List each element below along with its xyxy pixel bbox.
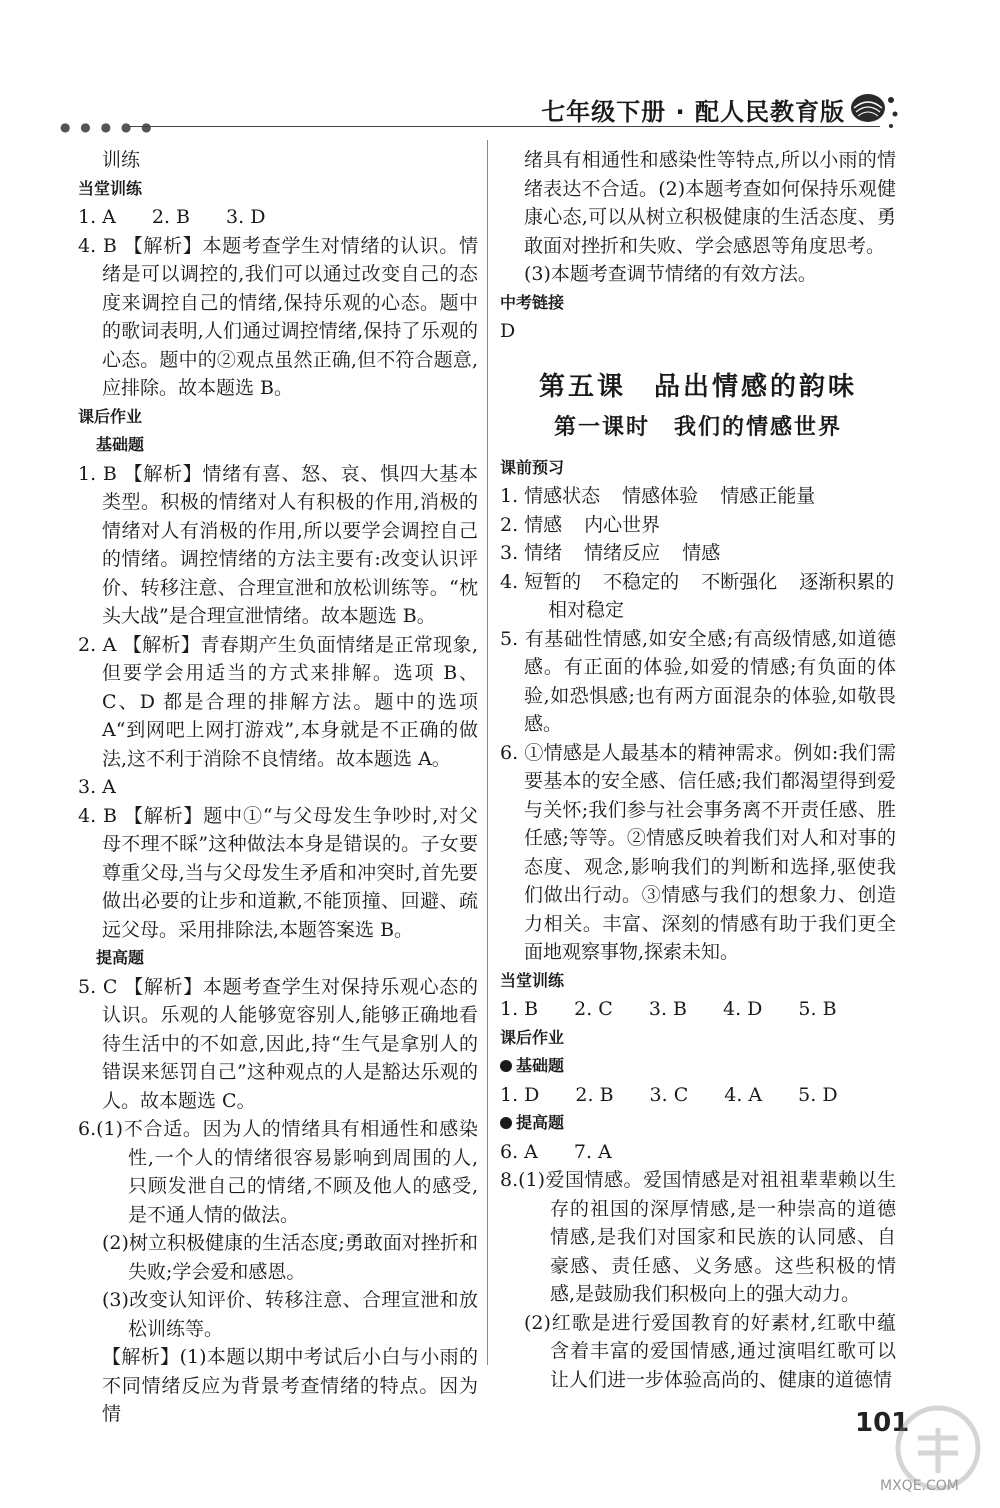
basic-question-4: 4. B 【解析】题中①“与父母发生争吵时,对父母不理不睬”这种做法本身是错误的。子女要尊重父母,当与父母发生矛盾和冲突时,首先要做出必要的让步和道歉,不能顶撞、回避、疏远父母。采用排除法,本题答案选 B。 — [78, 804, 478, 941]
answer-item: 3. D — [226, 206, 266, 228]
continued-analysis-part-3: (3)本题考查调节情绪的有效方法。 — [524, 263, 817, 285]
book-logo-icon — [848, 86, 888, 126]
answer-item: 6. A — [500, 1140, 538, 1163]
logo-dots-icon — [886, 92, 900, 132]
bullet-icon — [500, 1060, 512, 1072]
advanced-question-5: 5. C 【解析】本题考查学生对保持乐观心态的认识。乐观的人能够宽容别人,能够正确地看待生活中的不如意,因此,持“生气是拿别人的错误来惩罚自己”这种观点的人是豁达乐观的人。故本题选 C。 — [78, 975, 478, 1112]
answer-row — [78, 203, 478, 232]
section-title-in-class-training: 当堂训练 — [500, 970, 565, 990]
answer-item: 3. B — [648, 998, 687, 1020]
lesson-title — [500, 370, 896, 404]
answer-item: 5. B — [798, 998, 837, 1020]
answer-item: 2. B — [151, 206, 191, 228]
continued-analysis: 绪具有相通性和感染性等特点,所以小雨的情绪表达不合适。(2)本题考查如何保持乐观健康心态,可以从树立积极健康的生活态度、勇敢面对挫折和失败、学会感恩等角度思考。 — [524, 149, 896, 257]
basic-question-1: 1. B 【解析】情绪有喜、怒、哀、惧四大基本类型。积极的情绪对人有积极的作用,消极的情绪对人有消极的作用,所以要学会调控自己的情绪。调控情绪的方法主要有:改变认识评价、转移注意、合理宣泄和放松训练等。“枕头大战”是合理宣泄情绪。故本题选 B。 — [78, 462, 478, 627]
left-column — [78, 146, 478, 1429]
page-header — [0, 0, 1000, 140]
question-4-explanation: 4. B 【解析】本题考查学生对情绪的认识。情绪是可以调控的,我们可以通过改变自己的态度来调控自己的情绪,保持乐观的心态。题中的歌词表明,人们通过调控情绪,保持了乐观的心态。题中的②观点虽然正确,但不符合题意,应排除。故本题选 B。 — [78, 234, 478, 399]
answer-item: 5. D — [798, 1083, 838, 1106]
answer-item: 1. A — [78, 206, 116, 228]
question-6-analysis: 【解析】(1)本题以期中考试后小白与小雨的不同情绪反应为背景考查情绪的特点。因为情 — [102, 1346, 478, 1425]
section-title-preview: 课前预习 — [500, 457, 565, 477]
header-dots-decoration: ● ● ● ● ● — [60, 120, 155, 134]
right-column — [500, 146, 896, 1394]
lesson-name: 品出情感的韵味 — [654, 371, 858, 402]
answer-item: 4. A — [724, 1083, 763, 1106]
intro-text: 训练 — [102, 149, 141, 171]
answer-item: 7. A — [573, 1140, 612, 1163]
basic-question-3: 3. A — [78, 776, 116, 798]
subsection-title-advanced: 提高题 — [500, 1109, 896, 1138]
subsection-title-basic: 基础题 — [500, 1052, 896, 1081]
answer-item: 1. D — [500, 1083, 540, 1106]
watermark-text: MXQE.COM — [880, 1478, 959, 1494]
period-title — [500, 412, 896, 442]
advanced-question-6-part-2: (2)树立积极健康的生活态度;勇敢面对挫折和失败;学会爱和感恩。 — [102, 1232, 478, 1283]
preview-item-6: 6. ①情感是人最基本的精神需求。例如:我们需要基本的安全感、信任感;我们都渴望得到爱与关怀;我们参与社会事务离不开责任感、胜任感;等等。②情感反映着我们对人和对事的态度、观念,影响我们的判断和选择,驱使我们做出行动。③情感与我们的想象力、创造力相关。丰富、深刻的情感有助于我们更全面地观察事物,探索未知。 — [500, 741, 896, 963]
section-title-homework: 课后作业 — [78, 406, 143, 426]
answer-row — [500, 995, 896, 1024]
basic-question-2: 2. A 【解析】青春期产生负面情绪是正常现象,但要学会用适当的方式来排解。选项 B、C、D 都是合理的排解方法。题中的选项 A“到网吧上网打游戏”,本身就是不正确的做法,这不利于消除不良情绪。故本题选 A。 — [78, 633, 478, 770]
answer-item: 4. D — [723, 998, 763, 1020]
subsection-title-basic: 基础题 — [96, 435, 145, 454]
exam-link-answer: D — [500, 320, 516, 342]
period-name: 我们的情感世界 — [674, 413, 843, 440]
header-title: 七年级下册 · 配人民教育版 — [541, 98, 845, 126]
preview-item-5: 5. 有基础性情感,如安全感;有高级情感,如道德感。有正面的体验,如爱的情感;有负面的体验,如恐惧感;也有两方面混杂的体验,如敬畏感。 — [500, 627, 896, 735]
answer-item: 3. C — [649, 1083, 689, 1106]
answer-item: 1. B — [500, 998, 539, 1020]
column-divider — [487, 140, 488, 1365]
lesson-number: 第五课 — [538, 371, 626, 402]
subsection-title-advanced: 提高题 — [96, 948, 145, 967]
answer-row — [500, 1138, 896, 1167]
period-number: 第一课时 — [553, 413, 650, 440]
advanced-question-6-part-1: 6.(1)不合适。因为人的情绪具有相通性和感染性,一个人的情绪很容易影响到周围的人,只顾发泄自己的情绪,不顾及他人的感受,是不通人情的做法。 — [78, 1118, 478, 1226]
advanced-question-6-part-3: (3)改变认知评价、转移注意、合理宣泄和放松训练等。 — [102, 1289, 478, 1340]
preview-item-3: 3. 情绪 情绪反应 情感 — [500, 542, 721, 564]
preview-item-4-continued: 相对稳定 — [548, 599, 625, 621]
preview-item-1: 1. 情感状态 情感体验 情感正能量 — [500, 485, 816, 507]
section-title-in-class-training: 当堂训练 — [78, 178, 143, 198]
preview-item-4: 4. 短暂的 不稳定的 不断强化 逐渐积累的 — [500, 570, 895, 593]
preview-list — [500, 482, 896, 625]
answer-item: 2. B — [575, 1083, 614, 1106]
preview-item-2: 2. 情感 内心世界 — [500, 513, 661, 536]
answer-row — [500, 1081, 896, 1110]
section-title-homework: 课后作业 — [500, 1027, 565, 1047]
bullet-icon — [500, 1117, 512, 1129]
question-8-part-1: 8.(1)爱国情感。爱国情感是对祖祖辈辈赖以生存的祖国的深厚情感,是一种崇高的道德情感,是我们对国家和民族的认同感、自豪感、责任感、义务感。这些积极的情感,是鼓励我们积极向上的强大动力。 — [500, 1169, 896, 1305]
answer-item: 2. C — [574, 998, 613, 1020]
page-number: 101 — [855, 1408, 910, 1438]
section-title-exam-link: 中考链接 — [500, 292, 565, 312]
question-8-part-2: (2)红歌是进行爱国教育的好素材,红歌中蕴含着丰富的爱国情感,通过演唱红歌可以让人们进一步体验高尚的、健康的道德情 — [524, 1311, 896, 1391]
